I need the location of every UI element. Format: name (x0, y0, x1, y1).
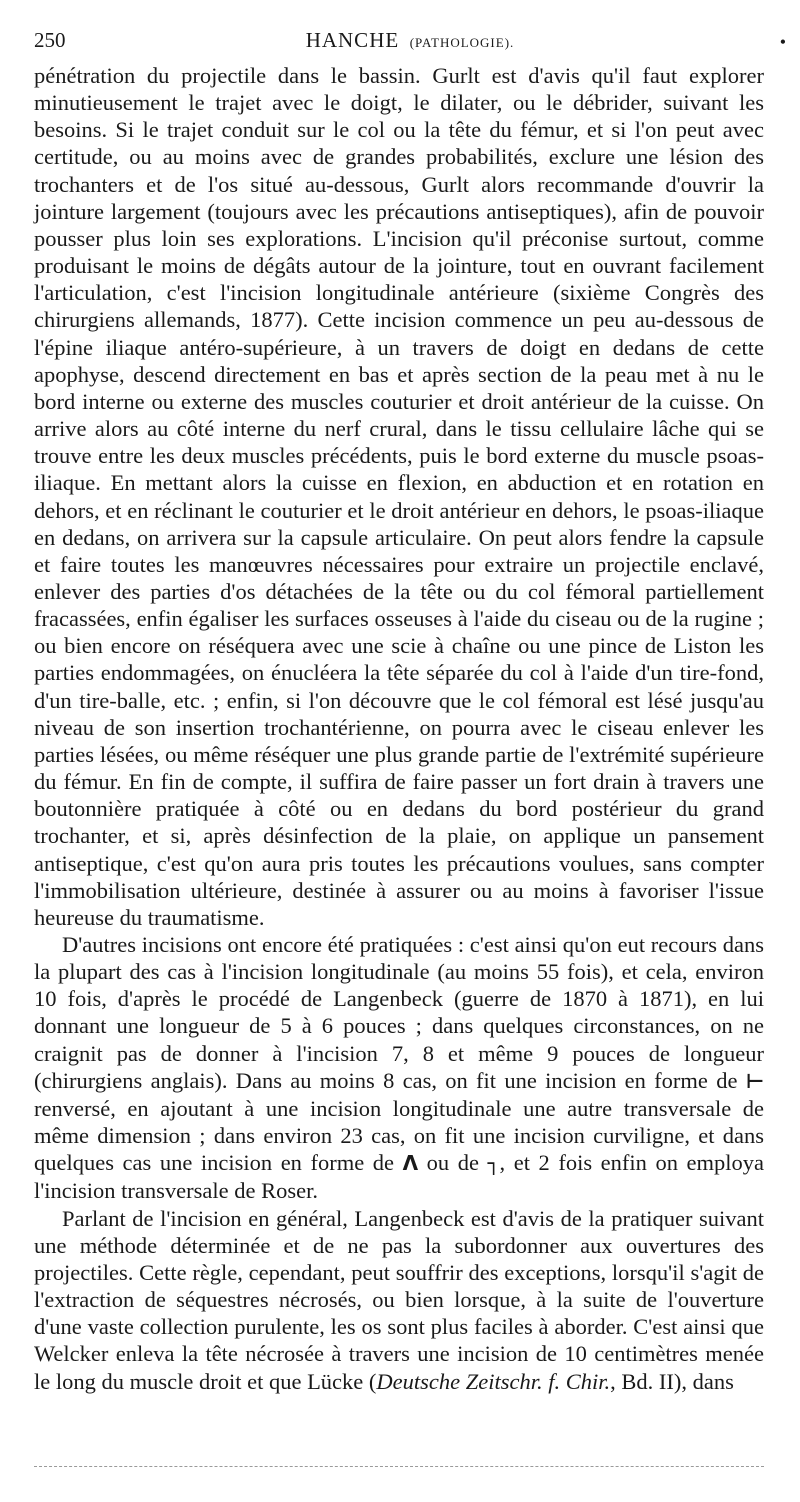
paragraph-2-text-b: renversé, en ajoutant à une incision longitudinale une autre transversale de même dimension ; dans environ 23 cas, on fit une incision curviligne, et dans quelques cas une incision en forme de (34, 1095, 764, 1176)
running-title (30, 28, 790, 53)
running-title-sub (405, 35, 514, 50)
paragraph-3 (34, 1205, 764, 1395)
paragraph-2-text-d: , et 2 fois enfin on employa l'incision transversale de Roser. (34, 1150, 764, 1204)
page-number: 250 (34, 28, 66, 52)
paragraph-3-text-a: Parlant de l'incision en général, Langenbeck est d'avis de la pratiquer suivant une méthode déterminée et de ne pas la subordonner aux ouvertures des projectiles. Cette règle, cependant, peut souffrir des exceptions, lorsqu'il s'agit de l'extraction de séquestres nécrosés, ou bien lorsque, à la suite de l'ouverture d'une vaste collection purulente, les os sont plus faciles à aborder. C'est ainsi que Welcker enleva la tête nécrosée à travers une incision de 10 centimètres menée le long du muscle droit et que Lücke ( (34, 1205, 764, 1394)
paragraph-2-text-c: ou de (418, 1150, 488, 1176)
running-title-main: HANCHE (305, 28, 400, 52)
paragraph-2 (34, 931, 764, 1205)
journal-citation: Deutsche Zeitschr. f. Chir. (376, 1368, 611, 1394)
footer-rule (34, 1466, 764, 1467)
paragraph-1: pénétration du projectile dans le bassin. Gurlt est d'avis qu'il faut explorer minutieusement le trajet avec le doigt, le dilater, ou le débrider, suivant les besoins. Si le trajet conduit sur le col ou la tête du fémur, et si l'on peut avec certitude, ou au moins avec de grandes probabilités, exclure une lésion des trochanters et de l'os situé au-dessous, Gurlt alors recommande d'ouvrir la jointure largement (toujours avec les précautions antiseptiques), afin de pouvoir pousser plus loin ses explorations. L'incision qu'il préconise surtout, comme produisant le moins de dégâts autour de la jointure, tout en ouvrant facilement l'articulation, c'est l'incision longitudinale antérieure (sixième Congrès des chirurgiens allemands, 1877). Cette incision commence un peu au-dessous de l'épine iliaque antéro-supérieure, à un travers de doigt en dedans de cette apophyse, descend directement en bas et après section de la peau met à nu le bord interne ou externe des muscles couturier et droit antérieur de la cuisse. On arrive alors au côté interne du nerf crural, dans le tissu cellulaire lâche qui se trouve entre les deux muscles précédents, puis le bord externe du muscle psoas-iliaque. En mettant alors la cuisse en flexion, en abduction et en rotation en dehors, et en réclinant le couturier et le droit antérieur en dehors, le psoas-iliaque en dedans, on arrivera sur la capsule articulaire. On peut alors fendre la capsule et faire toutes les manœuvres nécessaires pour extraire un projectile enclavé, enlever des parties d'os détachées de la tête ou du col fémoral partiellement fracassées, enfin égaliser les surfaces osseuses à l'aide du ciseau ou de la rugine ; ou bien encore on réséquera avec une scie à chaîne ou une pince de Liston les parties endommagées, on énucléera la tête séparée du col à l'aide d'un tire-fond, d'un tire-balle, etc. ; enfin, si l'on découvre que le col fémoral est lésé jusqu'au niveau de son insertion trochantérienne, on pourra avec le ciseau enlever les parties lésées, ou même réséquer une plus grande partie de l'extrémité supérieure du fémur. En fin de compte, il suffira de faire passer un fort drain à travers une boutonnière pratiquée à côté ou en dedans du bord postérieur du grand trochanter, et si, après désinfection de la plaie, on applique un pansement antiseptique, c'est qu'on aura pris toutes les précautions voulues, sans compter l'immobilisation ultérieure, destinée à assurer ou au moins à favoriser l'issue heureuse du traumatisme. (34, 63, 764, 930)
running-header (30, 28, 790, 56)
paragraph-2-text-a: D'autres incisions ont encore été pratiquées : c'est ainsi qu'on eut recours dans la plupart des cas à l'incision longitudinale (au moins 55 fois), et cela, environ 10 fois, d'après le procédé de Langenbeck (guerre de 1870 à 1871), en lui donnant une longueur de 5 à 6 pouces ; dans quelques circonstances, on ne craignit pas de donner à l'incision 7, 8 et même 9 pouces de longueur (chirurgiens anglais). Dans au moins 8 cas, on fit une incision en forme de (34, 932, 764, 1093)
incision-t-symbol: ⊢ (745, 1068, 764, 1093)
running-title-sub-text: (PATHOLOGIE). (409, 35, 515, 50)
incision-corner-symbol: ┐ (487, 1151, 500, 1176)
body-text (34, 62, 764, 1395)
incision-lambda-symbol: Λ (402, 1151, 419, 1176)
paragraph-3-text-b: , Bd. II), dans (610, 1368, 734, 1394)
margin-mark: • (779, 32, 786, 52)
